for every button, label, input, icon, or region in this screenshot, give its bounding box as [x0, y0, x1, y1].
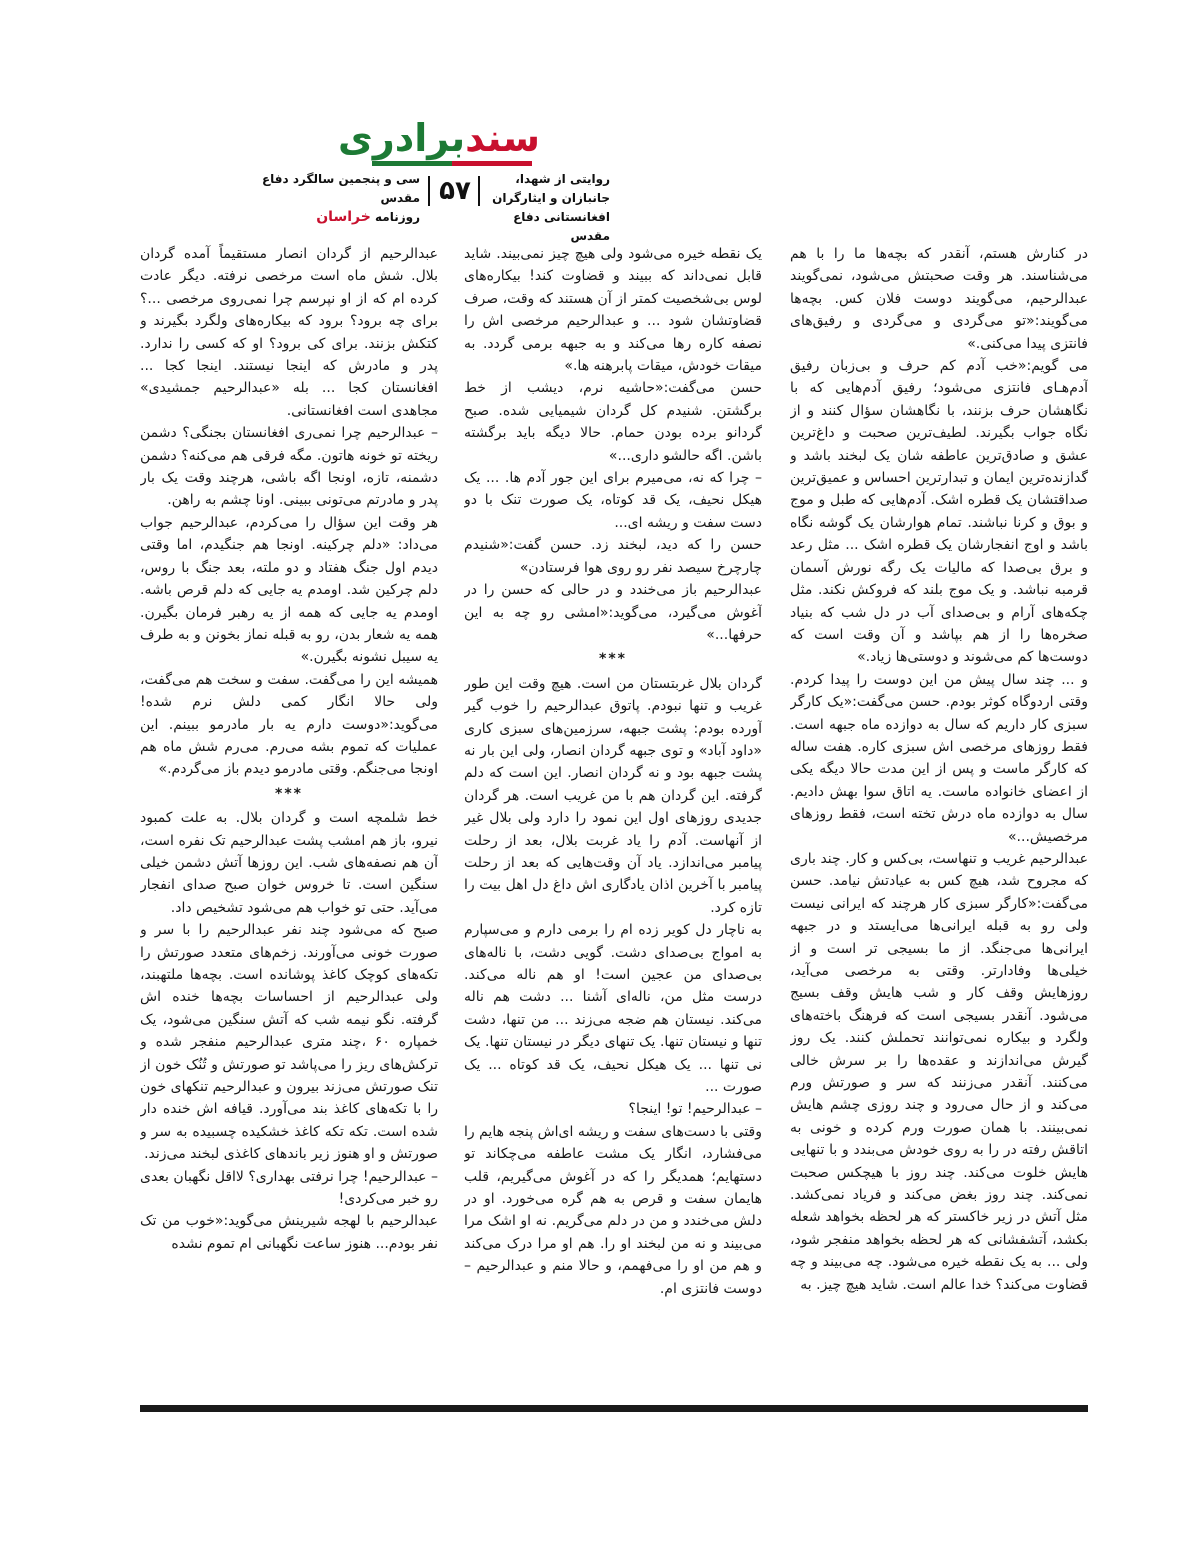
- section-subtitle: [490, 170, 610, 246]
- article-column-right: [790, 243, 1088, 1385]
- paragraph: – چرا که نه، می‌میرم برای این جور آدم ها. ... یک هیکل نحیف، یک قد کوتاه، یک صورت تنک با دو دست سفت و ریشه ای...: [464, 470, 762, 531]
- header-divider: [428, 176, 430, 206]
- paragraph: خط شلمچه است و گردان بلال. به علت کمبود نیرو، باز هم امشب پشت عبدالرحیم تک نفره است، آن هم نصفه‌های شب. این روزها آتش دشمن خیلی سنگین است. تا خروس خوان صبح صدای انفجار می‌آید. حتی تو خواب هم می‌شود تشخیص داد.: [140, 810, 438, 916]
- magazine-logo: [338, 116, 540, 160]
- newspaper-prefix: روزنامه: [375, 210, 420, 224]
- bottom-rule: [140, 1405, 1088, 1412]
- paragraph: عبدالرحیم باز می‌خندد و در حالی که حسن را در آغوش می‌گیرد، می‌گوید:«امشی رو چه به این حرفها...»: [464, 582, 762, 643]
- page-number: ۵۷: [439, 176, 471, 206]
- article-column-left: [140, 243, 438, 1385]
- paragraph: در کنارش هستم، آنقدر که بچه‌ها ما را با هم می‌شناسند. هر وقت صحبتش می‌شود، نمی‌گویند عبدالرحیم، می‌گویند دوست فلان کس. بچه‌ها می‌گویند:«تو می‌گردی و می‌گردی و رفیق‌های فانتزی پیدا می‌کنی.»: [790, 246, 1088, 352]
- paragraph: و ... چند سال پیش من این دوست را پیدا کردم. وقتی اردوگاه کوثر بودم. حسن می‌گفت:«یک کارگر سبزی کار داریم که سال به دوازده ماه جبهه است. فقط روزهای مرخصی اش سبزی کاره. هفت ساله که کارگر ماست و پس از این مدت حالا دیگه یکی از اعضای خانواده ماست. یه اتاق سوا بهش دادیم. سال به دوازده ماه درش تخته است، فقط روزهای مرخصیش...»: [790, 671, 1088, 845]
- newspaper-brand: خراسان: [316, 209, 371, 225]
- paragraph: یک نقطه خیره می‌شود ولی هیچ چیز نمی‌بیند. شاید قابل نمی‌داند که ببیند و قضاوت کند! بیکاره‌های لوس بی‌شخصیت کمتر از آن هستند که وقت، صرف قضاوتشان شود ... و عبدالرحیم مرخصی اش را نصفه کاره رها می‌کند و به جبهه برمی گردد. به میقات خودش، میقات پابرهنه ها.»: [464, 246, 762, 375]
- paragraph: – عبدالرحیم چرا نمی‌ری افغانستان بجنگی؟ دشمن ریخته تو خونه هاتون. مگه فرقی هم می‌کنه؟ دشمن دشمنه، تازه، اونجا اگه باشی، هرچند وقت یک بار پدر و مادرتم می‌تونی ببینی. اونا چشم به راهن.: [140, 425, 438, 509]
- paragraph: حسن می‌گفت:«حاشیه نرم، دیشب از خط برگشتن. شنیدم کل گردان شیمیایی شده. صبح گردانو برده بودن حمام. حالا دیگه باید برگشته باشن. اگه حالشو داری...»: [464, 380, 762, 464]
- paragraph: به ناچار دل کویر زده ام را برمی دارم و می‌سپارم به امواج بی‌صدای دشت. گویی دشت، با ناله‌های بی‌صدای من عجین است! او هم ناله می‌کند. درست مثل من، ناله‌ای آشنا ... دشت هم ناله می‌کند. نیستان هم ضجه می‌زند ... من تنها، دشت تنها و نیستان تنها. یک تنهای دیگر در نیستان تنها. یک نی تنها ... یک هیکل نحیف، یک قد کوتاه ... یک صورت ...: [464, 922, 762, 1096]
- section-subtitle-line1: روایتی از شهدا، جانبازان و ایثارگران: [492, 172, 610, 205]
- paragraph: می گویم:«خب آدم کم حرف و بی‌زبان رفیق آدم‌هـای فانتزی می‌شود؛ رفیق آدم‌هایی که با نگاهشان حرف بزنند، با نگاهشان سؤال کنند و از نگاه جواب بگیرند. لطیف‌ترین صحبت و داغ‌ترین عشق و صادق‌ترین عاطفه شان یک لبخند باشد و گدازنده‌ترین ایمان و تبدارترین احساس و عمیق‌ترین صداقتشان یک قطره اشک. آدم‌هایی که طبل و موج و بوق و کرنا نباشند. تمام هوارشان یک گوشه نگاه باشد و اوج انفجارشان یک قطره اشک ... مثل رعد و برق بی‌صدا که مالیات یک رگه نورش آسمان قرمبه نباشد. و یک موج بلند که فروکش نکند. مثل چکه‌های آرام و بی‌صدای آب در دل شب که بنیاد صخره‌ها را از هم بپاشد و آن وقت است که دوست‌ها کم می‌شوند و دوستی‌ها زیاد.»: [790, 358, 1088, 666]
- paragraph: عبدالرحیم از گردان انصار مستقیماً آمده گردان بلال. شش ماه است مرخصی نرفته. دیگر عادت کرده ام که از او نپرسم چرا نمی‌روی مرخصی ...؟ برای چه برود؟ برود که بیکاره‌های ولگرد بگیرند و کتکش بزنند. برای کی برود؟ او که کسی را ندارد. پدر و مادرش که اینجا نیستند. اینجا کجا ... افغانستان کجا ... بله «عبدالرحیم جمشیدی» مجاهدی است افغانستانی.: [140, 246, 438, 419]
- section-subtitle-line2: افغانستانی دفاع مقدس: [513, 210, 610, 243]
- logo-word-baradari: برادری: [338, 116, 466, 160]
- paragraph: گردان بلال غربتستان من است. هیچ وقت این طور غریب و تنها نبودم. پاتوق عبدالرحیم را خوب گیر آورده بودم: پشت جبهه، سرزمین‌های سبزی کاری «داود آباد» و توی جبهه گردان انصار، ولی این بار نه پشت جبهه بود و نه گردان انصار. این است که دلم گرفته. این گردان هم با من غریب است. هر گردان جدیدی روزهای اول این نمود را دارد ولی بلال غیر از آنهاست. آدم را یاد غربت بلال، بعد از رحلت پیامبر می‌اندازد. یاد آن وقت‌هایی که بعد از رحلت پیامبر با آخرین اذان یادگاری اش داغ دل اهل بیت را تازه کرد.: [464, 675, 762, 916]
- logo-underline: [372, 161, 532, 166]
- paragraph: – عبدالرحیم! چرا نرفتی بهداری؟ لااقل نگهبان بعدی رو خبر می‌کردی!: [140, 1168, 438, 1208]
- section-separator: ***: [275, 785, 303, 802]
- paragraph: وقتی با دست‌های سفت و ریشه ای‌اش پنجه هایم را می‌فشارد، انگار یک مشت عاطفه می‌چکاند تو دستهایم؛ همدیگر را که در آغوش می‌گیریم، قلب هایمان سفت و قرص به هم گره می‌خورد. او در دلش می‌خندد و من در دلم می‌گریم. نه او اشک مرا می‌بیند و نه من لبخند او را. هم او مرا درک می‌کند و هم من او را می‌فهمم، و حالا منم و عبدالرحیم – دوست فانتزی ام.: [464, 1123, 762, 1297]
- paragraph: – عبدالرحیم! تو! اینجا؟: [628, 1101, 762, 1118]
- paragraph: عبدالرحیم غریب و تنهاست، بی‌کس و کار. چند باری که مجروح شد، هیچ کس به عیادتش نیامد. حسن می‌گفت:«کارگر سبزی کار هرچند که ایرانی نیست ولی رو به قبله ایرانی‌ها می‌ایستد و در جبهه ایرانی‌ها می‌جنگد. از ما بسیجی تر است و از خیلی‌ها وفادارتر. وقتی به مرخصی می‌آید، روزهایش وقف کار و شب هایش وقف بسیج می‌شود. آنقدر بسیجی است که فرهنگ باخته‌های ولگرد و بیکاره نمی‌توانند تحملش کنند. یک روز گیرش می‌اندازند و عقده‌ها را بر سرش خالی می‌کنند. آنقدر می‌زنند که سر و صورتش ورم می‌کند و از حال می‌رود و چند روزی چشم هایش نمی‌بینند. با همان صورت ورم کرده و خونی به اتاقش رفته در را به روی خودش می‌بندد و با تنهایی هایش خلوت می‌کند. چند روز با هیچکس صحبت نمی‌کند. چند روز بغض می‌کند و فریاد نمی‌کشد. مثل آتش در زیر خاکستر که هر لحظه بخواهد شعله بکشد، آتشفشانی که هر لحظه بخواهد منفجر شود، ولی ... به یک نقطه خیره می‌شود. چه می‌بیند و چه قضاوت می‌کند؟ خدا عالم است. شاید هیچ چیز. به: [790, 850, 1088, 1293]
- paragraph: حسن را که دید، لبخند زد. حسن گفت:«شنیدم چارچرخ سیصد نفر رو روی هوا فرستادن»: [464, 537, 762, 576]
- series-title: [240, 170, 420, 227]
- logo-underline-green: [372, 161, 452, 166]
- paragraph: صبح که می‌شود چند نفر عبدالرحیم را با سر و صورت خونی می‌آورند. زخم‌های متعدد صورتش را تکه‌های کوچک کاغذ پوشانده است. بچه‌ها ملتهبند، ولی عبدالرحیم از احساسات بچه‌ها خنده اش گرفته. نگو نیمه شب که آتش سنگین می‌شود، یک خمپاره ۶۰ ،چند متری عبدالرحیم منفجر شده و ترکش‌های ریز را می‌پاشد تو صورتش و تُنُک خون از تنک صورتش می‌زند بیرون و عبدالرحیم تنکهای خون را با تکه‌های کاغذ بند می‌آورد. قیافه اش خنده دار شده است. تکه تکه کاغذ خشکیده چسبیده به سر و صورتش و او هنوز زیر باندهای کاغذی لبخند می‌زند.: [140, 922, 438, 1163]
- paragraph: همیشه این را می‌گفت. سفت و سخت هم می‌گفت، ولی حالا انگار کمی دلش نرم شده! می‌گوید:«دوست دارم یه بار مادرمو ببینم. این عملیات که تموم بشه می‌رم. می‌رم شش ماه هم اونجا می‌جنگم. وقتی مادرمو دیدم باز می‌گردم.»: [140, 671, 438, 778]
- logo-word-sanad: سند: [465, 116, 540, 160]
- paragraph: عبدالرحیم با لهجه شیرینش می‌گوید:«خوب من تک نفر بودم... هنوز ساعت نگهبانی ام تموم نشده: [140, 1213, 438, 1252]
- series-title-line1: سی و پنجمین سالگرد دفاع مقدس: [261, 172, 420, 205]
- paragraph: هر وقت این سؤال را می‌کردم، عبدالرحیم جواب می‌داد: «دلم چرکینه. اونجا هم جنگیدم، اما وقتی دیدم اول جنگ هفتاد و دو ملته، بعد جنگ با روس، دلم چرکین شد. اومدم یه جایی که دلم قرص باشه. اومدم یه جایی که همه از یه رهبر فرمان بگیرن. همه یه شعار بدن، رو به قبله نماز بخونن و به طرف یه سیبل نشونه بگیرن.»: [140, 514, 438, 666]
- article-column-middle: [464, 243, 762, 1385]
- section-separator: ***: [599, 651, 627, 668]
- series-title-line2: [240, 208, 420, 227]
- logo-underline-red: [452, 161, 532, 166]
